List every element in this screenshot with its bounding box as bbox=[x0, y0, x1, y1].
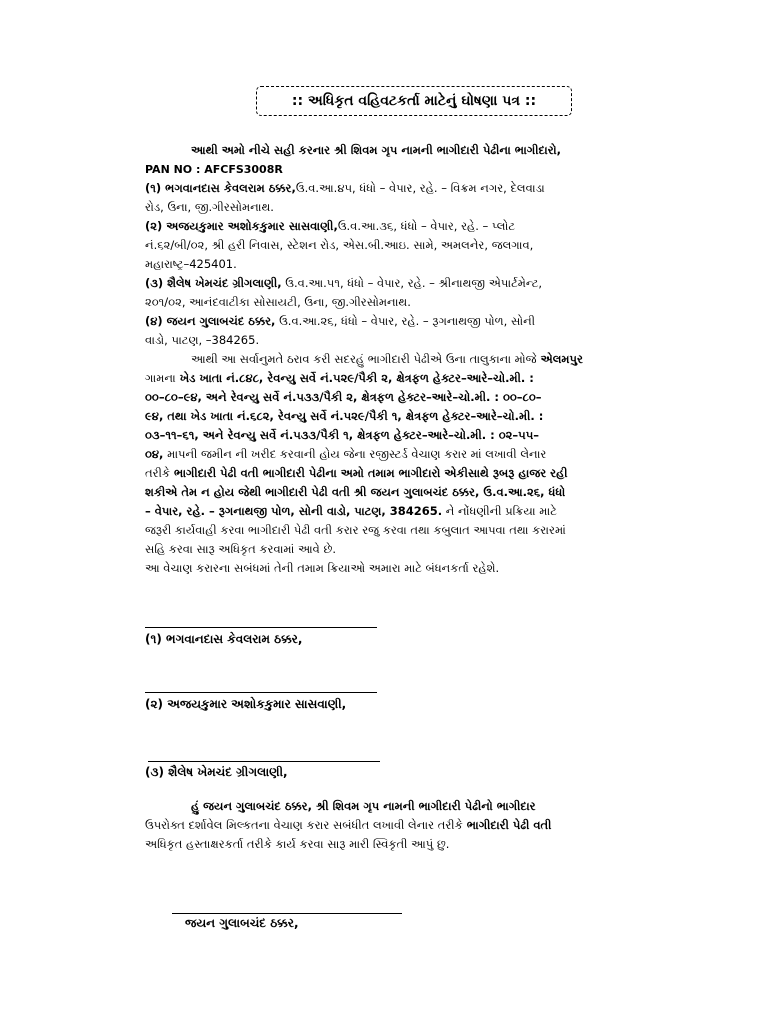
signature-line-2 bbox=[145, 692, 377, 693]
signature-line-3 bbox=[148, 761, 380, 762]
resolution-line-7: તરીકે ભાગીદારી પેઢી વતી ભાગીદારી પેઢીના અમો તમામ ભાગીદારો એકીસાથે રૂબરૂ હાજર રહી bbox=[145, 466, 568, 480]
resolution-line-2: ગામના ખેડ ખાતા નં.૮૪૮, રેવન્યુ સર્વે નં.૫૨૯/પૈકી ૨, ક્ષેત્રફળ હેક્ટર–આરે–ચો.મી. : bbox=[145, 371, 534, 385]
intro-block bbox=[145, 141, 665, 179]
resolution-line-8: શકીએ તેમ ન હોય જેથી ભાગીદારી પેઢી વતી શ્રી જયન ગુલાબચંદ ઠક્કર, ઉ.વ.આ.૨૬, ધંધો bbox=[145, 485, 566, 499]
resolution-paragraph bbox=[145, 350, 665, 559]
resolution-line-6: ૦૪, માપની જમીન ની ખરીદ કરવાની હોય જેના રજીસ્ટર્ડ વેચાણ કરાર માં લખાવી લેનાર bbox=[145, 447, 547, 461]
resolution-line-11: સહિ કરવા સારૂ અધિકૃત કરવામાં આવે છે. bbox=[145, 542, 337, 556]
partner-1-line-2: રોડ, ઉના, જી.ગીરસોમનાથ. bbox=[145, 200, 274, 214]
resolution-line-10: જરૂરી કાર્યવાહી કરવા ભાગીદારી પેઢી વતી કરાર રજુ કરવા તથા કબુલાત આપવા તથા કરારમાં bbox=[145, 523, 566, 537]
signature-line-1 bbox=[145, 627, 377, 628]
resolution-line-5: ૦૩–૧૧–૬૧, અને રેવન્યુ સર્વે નં.૫૩૩/પૈકી ૧, ક્ષેત્રફળ હેક્ટર–આરે–ચો.મી. : ૦૨–૫૫– bbox=[145, 428, 540, 442]
document-title: :: અધિકૃત વહિવટકર્તા માટેનું ઘોષણા પત્ર :: bbox=[256, 86, 572, 116]
binding-statement-text: આ વેચાણ કરારના સબંધમાં તેની તમામ ક્રિયાઓ અમારા માટે બંધનકર્તા રહેશે. bbox=[145, 561, 500, 575]
partner-4-line-2: વાડો, પાટણ, –384265. bbox=[145, 333, 260, 347]
partner-2-line-2: નં.૬૨/બી/૦૨, શ્રી હરી નિવાસ, સ્ટેશન રોડ, એસ.બી.આઇ. સામે, અમલનેર, જલગાવ, bbox=[145, 238, 534, 252]
partner-1-line-1: (૧) ભગવાનદાસ કેવલરામ ઠક્કર,ઉ.વ.આ.૪૫, ધંધો – વેપાર, રહે. – વિક્રમ નગર, દેલવાડા bbox=[145, 181, 545, 195]
partner-3-line-1: (૩) શૈલેષ ખેમચંદ ગ્રીગલાણી, ઉ.વ.આ.૫૧, ધંધો – વેપાર, રહે. – શ્રીનાથજી એપાર્ટમેન્ટ, bbox=[145, 276, 543, 290]
acceptance-paragraph bbox=[145, 797, 665, 854]
resolution-line-4: ૯૪, તથા ખેડ ખાતા નં.૬૮૨, રેવન્યુ સર્વે નં.૫૨૯/પૈકી ૧, ક્ષેત્રફળ હેક્ટર–આરે–ચો.મી. : bbox=[145, 409, 544, 423]
final-signatory-name: જયન ગુલાબચંદ ઠક્કર, bbox=[185, 916, 299, 930]
signatory-2-name: (૨) અજયકુમાર અશોકકુમાર સાસવાણી, bbox=[145, 697, 347, 711]
partner-3-line-2: ૨૦૧/૦૨, આનંદવાટીકા સોસાયટી, ઉના, જી.ગીરસોમનાથ. bbox=[145, 295, 411, 309]
signature-line-final bbox=[172, 913, 402, 914]
partners-list bbox=[145, 179, 665, 350]
partner-2-line-3: મહારાષ્ટ્ર–425401. bbox=[145, 257, 237, 271]
partner-2-line-1: (૨) અજયકુમાર અશોકકુમાર સાસવાણી,ઉ.વ.આ.૩૬, ધંધો – વેપાર, રહે. – પ્લોટ bbox=[145, 219, 516, 233]
acceptance-line-3: અધિકૃત હસ્તાક્ષરકર્તા તરીકે કાર્ય કરવા સારૂ મારી સ્વિકૃતી આપું છુ. bbox=[145, 837, 450, 851]
acceptance-line-1: હું જયન ગુલાબચંદ ઠક્કર, શ્રી શિવમ ગૃપ નામની ભાગીદારી પેઢીનો ભાગીદાર bbox=[191, 799, 536, 813]
binding-statement bbox=[145, 559, 665, 578]
resolution-line-3: ૦૦–૮૦–૯૪, અને રેવન્યુ સર્વે નં.૫૩૩/પૈકી ૨, ક્ષેત્રફળ હેક્ટર–આરે–ચો.મી. : ૦૦–૮૦– bbox=[145, 390, 542, 404]
acceptance-line-2: ઉપરોક્ત દર્શાવેલ મિલ્કતના વેચાણ કરાર સબંધીત લખાવી લેનાર તરીકે ભાગીદારી પેઢી વતી bbox=[145, 818, 552, 832]
resolution-line-1: આથી આ સર્વાનુમતે ઠરાવ કરી સદરહું ભાગીદારી પેઢીએ ઉના તાલુકાના મોજે એલમપુર bbox=[191, 352, 583, 366]
partner-4-line-1: (૪) જયન ગુલાબચંદ ઠક્કર, ઉ.વ.આ.૨૬, ધંધો – વેપાર, રહે. – રૂગનાથજી પોળ, સોની bbox=[145, 314, 536, 328]
intro-text: આથી અમો નીચે સહી કરનાર શ્રી શિવમ ગૃપ નામની ભાગીદારી પેઢીના ભાગીદારો, bbox=[191, 143, 561, 157]
resolution-line-9: – વેપાર, રહે. – રૂગનાથજી પોળ, સોની વાડો, પાટણ, 384265. ને નોંધણીની પ્રક્રિયા માટે bbox=[145, 504, 557, 518]
signatory-3-name: (૩) શૈલેષ ખેમચંદ ગ્રીગલાણી, bbox=[145, 765, 288, 779]
signatory-1-name: (૧) ભગવાનદાસ કેવલરામ ઠક્કર, bbox=[145, 632, 303, 646]
pan-number: PAN NO : AFCFS3008R bbox=[145, 163, 283, 176]
